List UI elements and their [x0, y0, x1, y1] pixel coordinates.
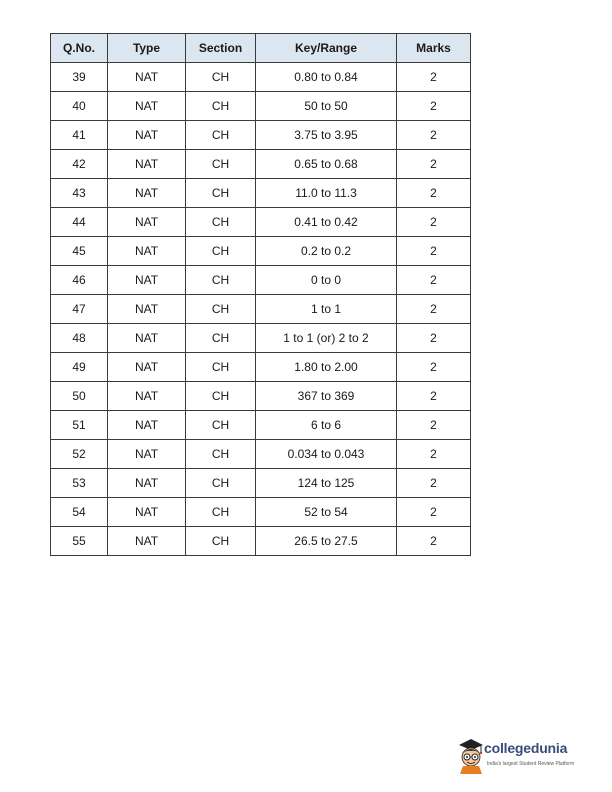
brand-tagline: India's largest Student Review Platform: [487, 761, 575, 767]
header-key-range: Key/Range: [256, 34, 397, 63]
cell-section: CH: [186, 150, 256, 179]
cell-section: CH: [186, 208, 256, 237]
cell-type: NAT: [108, 237, 186, 266]
collegedunia-logo: [456, 738, 596, 778]
cell-section: CH: [186, 179, 256, 208]
mascot-icon: [456, 738, 486, 774]
table-row: [51, 208, 471, 237]
cell-section: CH: [186, 266, 256, 295]
cell-section: CH: [186, 382, 256, 411]
cell-key-range: 0.41 to 0.42: [256, 208, 397, 237]
cell-type: NAT: [108, 353, 186, 382]
cell-marks: 2: [397, 324, 471, 353]
cell-key-range: 0.2 to 0.2: [256, 237, 397, 266]
cell-key-range: 11.0 to 11.3: [256, 179, 397, 208]
header-qno: Q.No.: [51, 34, 108, 63]
cell-key-range: 1 to 1 (or) 2 to 2: [256, 324, 397, 353]
cell-type: NAT: [108, 324, 186, 353]
table-row: [51, 382, 471, 411]
cell-section: CH: [186, 63, 256, 92]
cell-marks: 2: [397, 150, 471, 179]
cell-type: NAT: [108, 150, 186, 179]
cell-qno: 41: [51, 121, 108, 150]
cell-key-range: 124 to 125: [256, 469, 397, 498]
cell-type: NAT: [108, 469, 186, 498]
cell-type: NAT: [108, 498, 186, 527]
table-row: [51, 353, 471, 382]
header-type: Type: [108, 34, 186, 63]
cell-qno: 43: [51, 179, 108, 208]
cell-marks: 2: [397, 353, 471, 382]
cell-key-range: 6 to 6: [256, 411, 397, 440]
cell-qno: 47: [51, 295, 108, 324]
table-body: [51, 63, 471, 556]
table-header-row: [51, 34, 471, 63]
table-row: [51, 92, 471, 121]
header-marks: Marks: [397, 34, 471, 63]
table-row: [51, 411, 471, 440]
cell-section: CH: [186, 469, 256, 498]
cell-key-range: 0.034 to 0.043: [256, 440, 397, 469]
cell-qno: 54: [51, 498, 108, 527]
cell-section: CH: [186, 324, 256, 353]
cell-qno: 46: [51, 266, 108, 295]
table-row: [51, 440, 471, 469]
table-row: [51, 324, 471, 353]
cell-marks: 2: [397, 498, 471, 527]
table-row: [51, 237, 471, 266]
cell-type: NAT: [108, 63, 186, 92]
cell-key-range: 0.80 to 0.84: [256, 63, 397, 92]
cell-key-range: 0 to 0: [256, 266, 397, 295]
cell-type: NAT: [108, 121, 186, 150]
cell-key-range: 1 to 1: [256, 295, 397, 324]
table-row: [51, 469, 471, 498]
table-row: [51, 295, 471, 324]
cell-section: CH: [186, 527, 256, 556]
cell-qno: 45: [51, 237, 108, 266]
table-row: [51, 527, 471, 556]
cell-type: NAT: [108, 179, 186, 208]
cell-qno: 40: [51, 92, 108, 121]
cell-marks: 2: [397, 527, 471, 556]
cell-qno: 44: [51, 208, 108, 237]
cell-marks: 2: [397, 208, 471, 237]
cell-section: CH: [186, 353, 256, 382]
cell-marks: 2: [397, 92, 471, 121]
cell-key-range: 52 to 54: [256, 498, 397, 527]
cell-section: CH: [186, 92, 256, 121]
table-row: [51, 498, 471, 527]
cell-marks: 2: [397, 382, 471, 411]
cell-type: NAT: [108, 411, 186, 440]
cell-marks: 2: [397, 411, 471, 440]
cell-marks: 2: [397, 440, 471, 469]
table-row: [51, 150, 471, 179]
cell-type: NAT: [108, 208, 186, 237]
cell-section: CH: [186, 295, 256, 324]
cell-type: NAT: [108, 527, 186, 556]
cell-key-range: 367 to 369: [256, 382, 397, 411]
cell-marks: 2: [397, 266, 471, 295]
cell-qno: 51: [51, 411, 108, 440]
cell-type: NAT: [108, 440, 186, 469]
cell-qno: 53: [51, 469, 108, 498]
cell-section: CH: [186, 440, 256, 469]
cell-qno: 55: [51, 527, 108, 556]
cell-key-range: 0.65 to 0.68: [256, 150, 397, 179]
cell-section: CH: [186, 498, 256, 527]
cell-qno: 49: [51, 353, 108, 382]
table-row: [51, 179, 471, 208]
cell-type: NAT: [108, 295, 186, 324]
cell-qno: 50: [51, 382, 108, 411]
cell-type: NAT: [108, 266, 186, 295]
cell-section: CH: [186, 411, 256, 440]
brand-name: collegedunia: [484, 740, 568, 756]
cell-section: CH: [186, 121, 256, 150]
header-section: Section: [186, 34, 256, 63]
cell-type: NAT: [108, 382, 186, 411]
table-row: [51, 121, 471, 150]
cell-type: NAT: [108, 92, 186, 121]
cell-marks: 2: [397, 295, 471, 324]
table-row: [51, 266, 471, 295]
cell-key-range: 50 to 50: [256, 92, 397, 121]
answer-key-table: [50, 33, 471, 556]
cell-marks: 2: [397, 121, 471, 150]
cell-section: CH: [186, 237, 256, 266]
table-row: [51, 63, 471, 92]
cell-qno: 42: [51, 150, 108, 179]
cell-key-range: 26.5 to 27.5: [256, 527, 397, 556]
cell-marks: 2: [397, 63, 471, 92]
cell-key-range: 1.80 to 2.00: [256, 353, 397, 382]
cell-key-range: 3.75 to 3.95: [256, 121, 397, 150]
cell-marks: 2: [397, 179, 471, 208]
cell-qno: 52: [51, 440, 108, 469]
cell-qno: 39: [51, 63, 108, 92]
cell-marks: 2: [397, 469, 471, 498]
cell-qno: 48: [51, 324, 108, 353]
cell-marks: 2: [397, 237, 471, 266]
